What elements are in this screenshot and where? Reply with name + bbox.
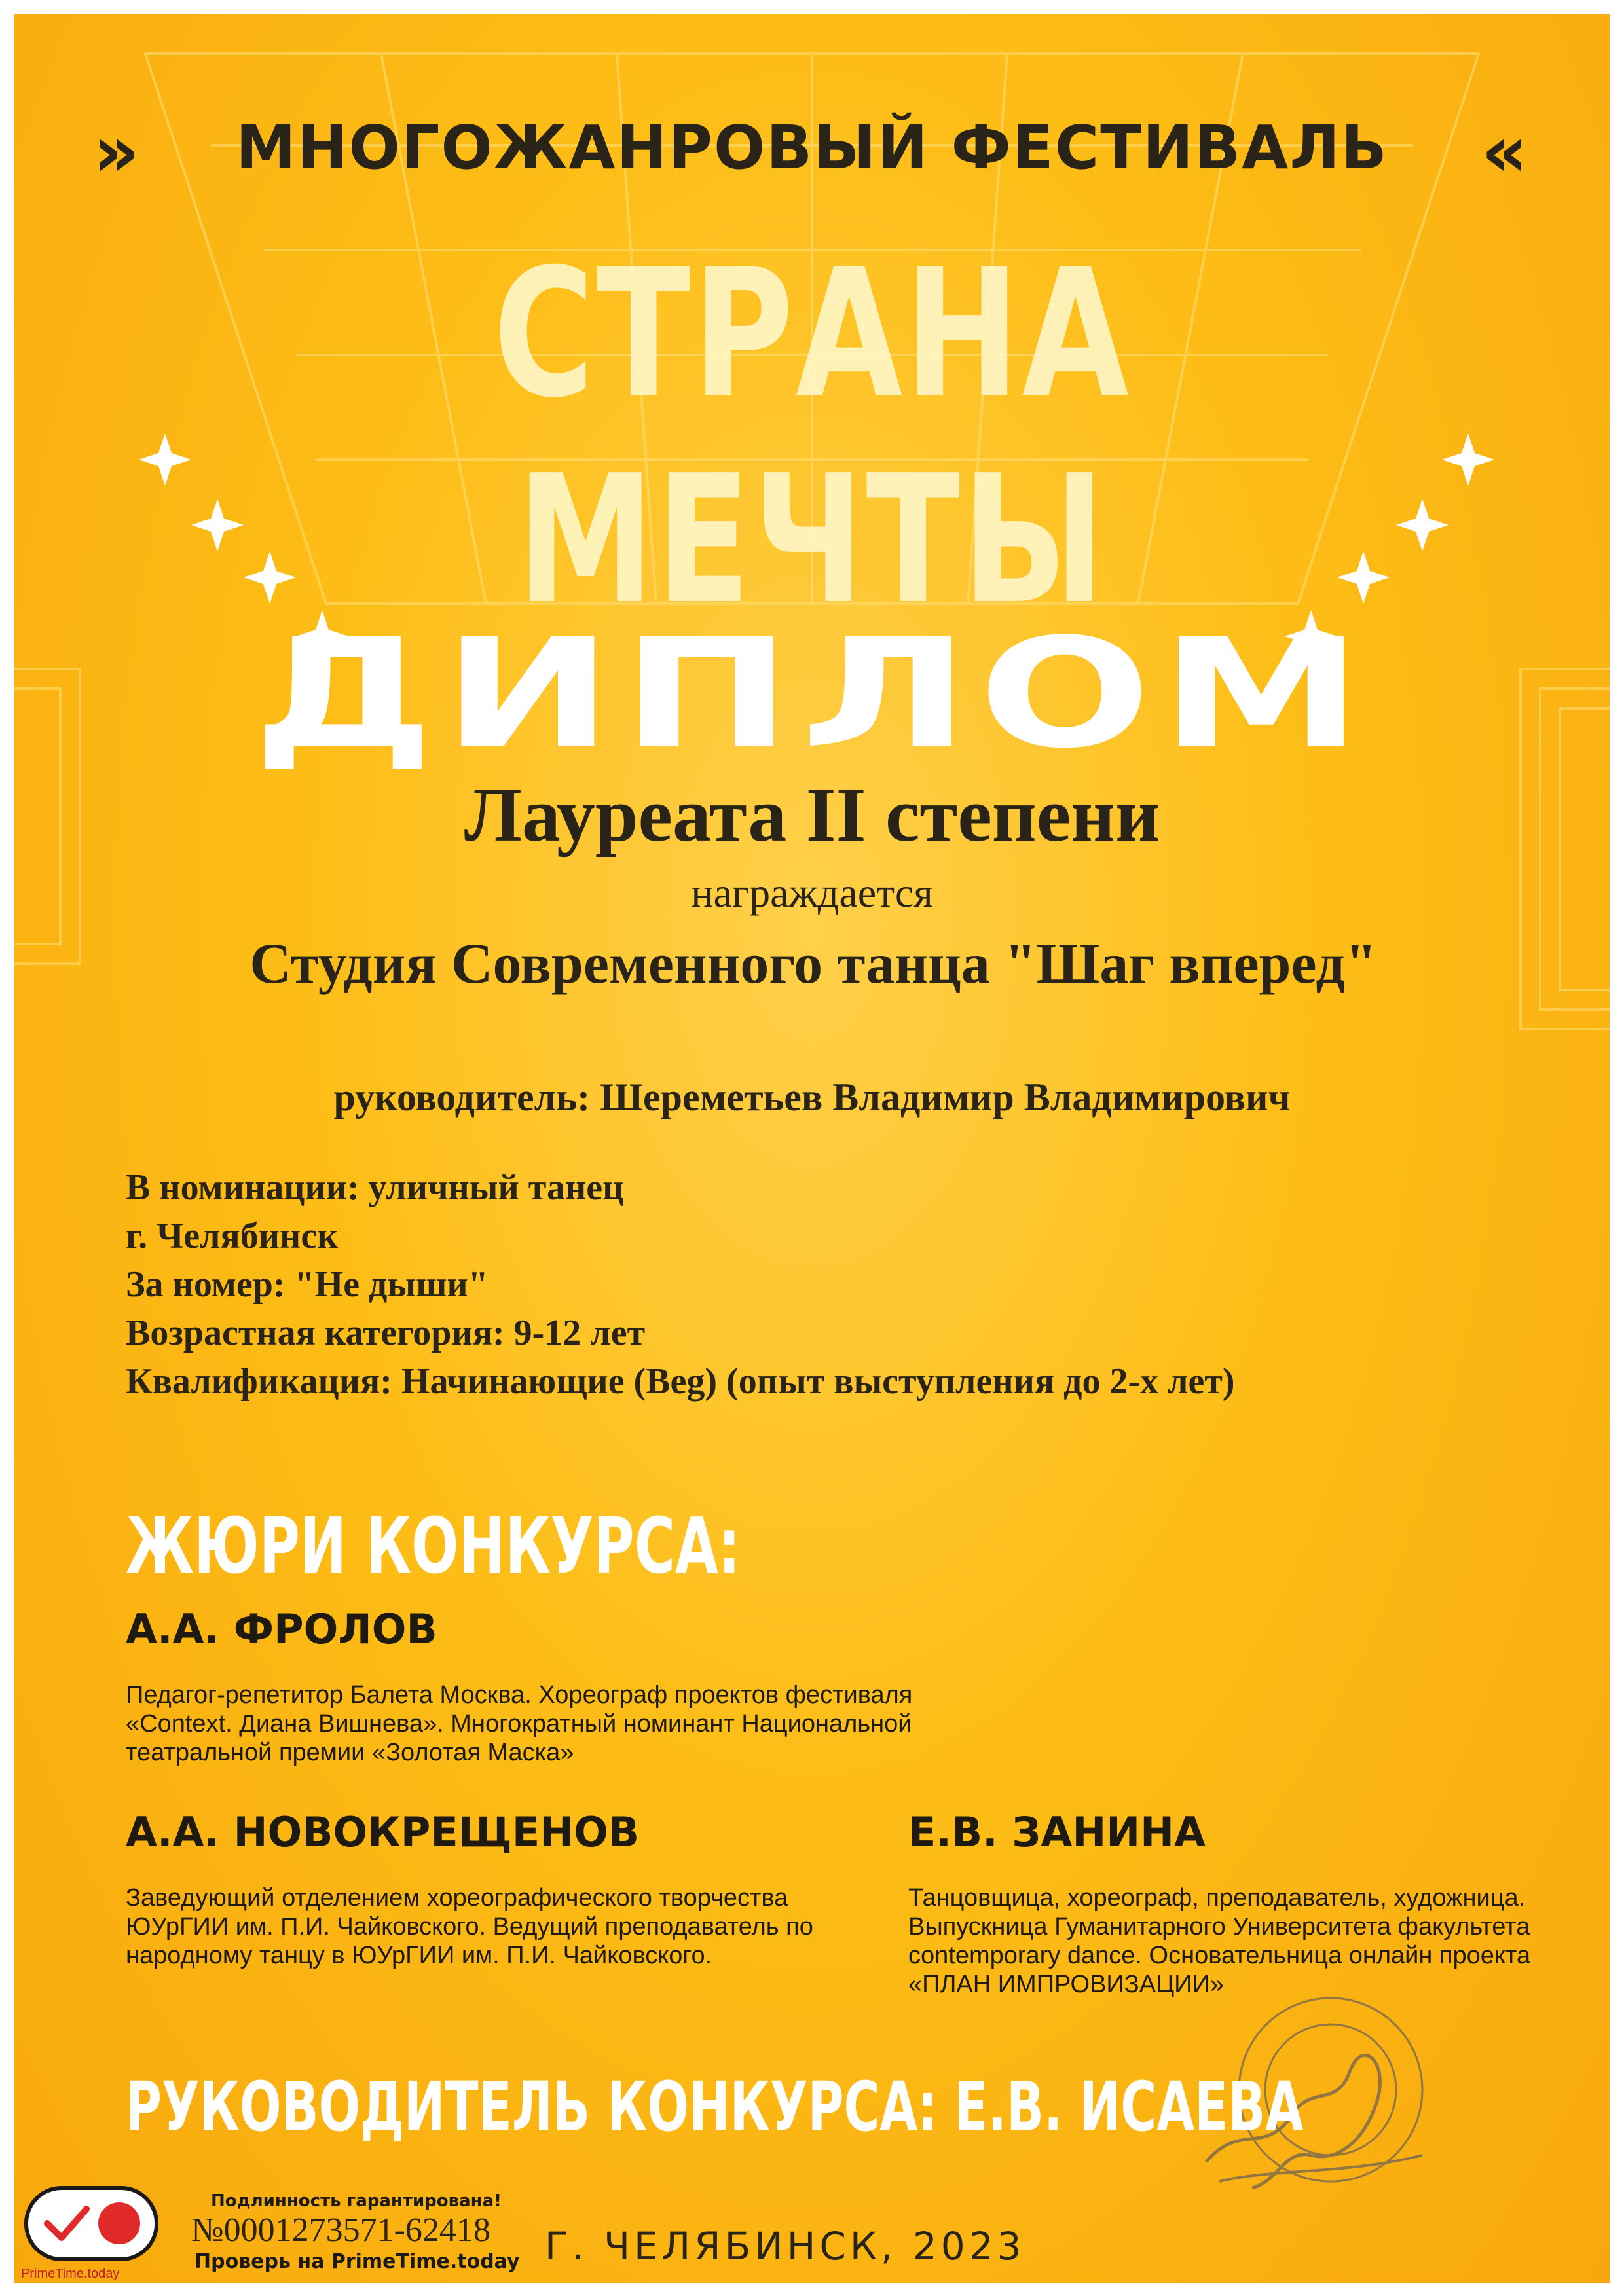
detail-nomination: В номинации: уличный танец xyxy=(126,1167,624,1208)
verify-label: Проверь на PrimeTime.today xyxy=(194,2250,520,2273)
recipient-leader: руководитель: Шереметьев Владимир Владимирович xyxy=(333,1076,1291,1119)
diploma-sheet xyxy=(14,14,1610,2283)
jury-member-name: А.А. ФРОЛОВ xyxy=(126,1605,437,1653)
sparkle-icon xyxy=(139,433,191,486)
chevron-left-decoration: » xyxy=(93,109,140,193)
laureate-degree: Лауреата II степени xyxy=(464,772,1160,858)
jury-member-name: А.А. НОВОКРЕЩЕНОВ xyxy=(126,1808,640,1856)
jury-heading: ЖЮРИ КОНКУРСА: xyxy=(126,1501,741,1591)
primetime-logo-icon xyxy=(21,2183,162,2265)
recipient-name: Студия Современного танца "Шаг вперед" xyxy=(249,932,1377,996)
festival-name-title: СТРАНА МЕЧТЫ xyxy=(493,230,1131,643)
detail-qualification: Квалификация: Начинающие (Beg) (опыт выступления до 2-х лет) xyxy=(126,1361,1235,1402)
detail-performance: За номер: "Не дыши" xyxy=(126,1264,489,1305)
jury-member-description: Заведующий отделением хореографического творчества ЮУрГИИ им. П.И. Чайковского. Ведущий преподаватель по народному танцу в ЮУрГИИ им. П.И. Чайковского. xyxy=(126,1884,813,1969)
sparkle-icon xyxy=(1442,433,1494,486)
authenticity-label: Подлинность гарантирована! xyxy=(211,2191,502,2211)
contest-director: РУКОВОДИТЕЛЬ КОНКУРСА: Е.В. ИСАЕВА xyxy=(126,2067,1304,2147)
diploma-title: ДИПЛОМ xyxy=(252,607,1372,782)
chevron-right-decoration: « xyxy=(1481,109,1528,193)
award-details xyxy=(126,1163,1501,1406)
jury-member-description: Танцовщица, хореограф, преподаватель, художница. Выпускница Гуманитарного Университета факультета contemporary dance. Основательница онлайн проекта «ПЛАН ИМПРОВИЗАЦИИ» xyxy=(908,1884,1531,1998)
detail-age-category: Возрастная категория: 9-12 лет xyxy=(126,1313,646,1353)
serial-number: №0001273571-62418 xyxy=(191,2212,490,2249)
festival-label: МНОГОЖАНРОВЫЙ ФЕСТИВАЛЬ xyxy=(236,113,1388,183)
logo-text: PrimeTime.today xyxy=(21,2267,120,2281)
city-year: Г. ЧЕЛЯБИНСК, 2023 xyxy=(545,2224,1025,2269)
jury-member-name: Е.В. ЗАНИНА xyxy=(908,1808,1206,1856)
jury-member-description: Педагог-репетитор Балета Москва. Хореограф проектов фестиваля «Context. Диана Вишнева». Многократный номинант Национальной театральной премии «Золотая Маска» xyxy=(126,1681,913,1766)
detail-city: г. Челябинск xyxy=(126,1216,339,1256)
awarded-label: награждается xyxy=(691,869,933,916)
